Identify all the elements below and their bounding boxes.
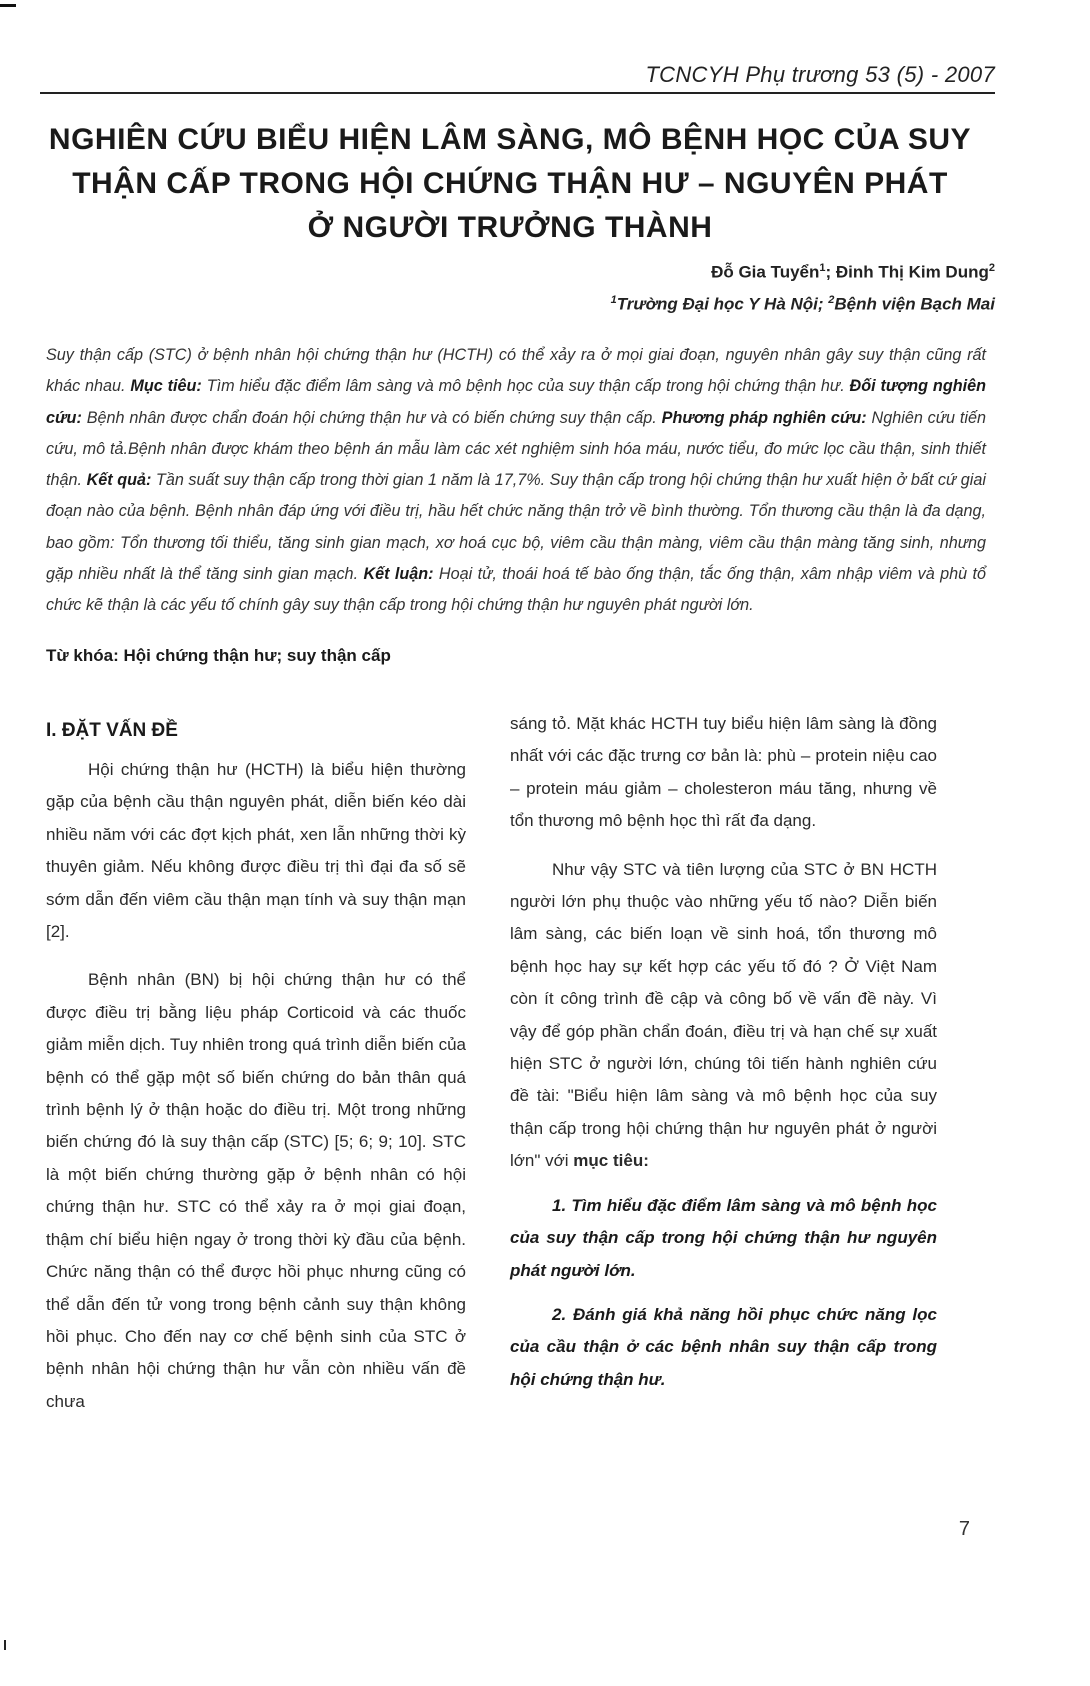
body-column-left — [46, 708, 466, 1418]
paragraph-4 — [510, 854, 937, 1178]
page-number: 7 — [958, 1518, 970, 1540]
abstract-methods-label: Phương pháp nghiên cứu: — [661, 408, 867, 427]
abstract-conclusion: Hoại tử, thoái hoá tế bào ống thận, tắc ống thận, xâm nhập viêm và phù tổ chức kẽ thận là các yếu tố chính gây suy thận cấp trong hội chứng thận hư nguyên phát người lớn. — [46, 565, 986, 615]
keywords: Từ khóa: Hội chứng thận hư; suy thận cấp — [46, 646, 391, 665]
affil-2-sup: 2 — [828, 294, 835, 306]
objective-1: 1. Tìm hiểu đặc điểm lâm sàng và mô bệnh học của suy thận cấp trong hội chứng thận hư nguyên phát người lớn. — [510, 1195, 937, 1280]
abstract-methods: Nghiên cứu tiến cứu, mô tả.Bệnh nhân được khám theo bệnh án mẫu làm các xét nghiệm sinh hóa máu, nước tiểu, đo mức lọc cầu thận, sinh thiết thận. — [46, 408, 986, 490]
body-column-right — [510, 708, 937, 1396]
paragraph-3: sáng tỏ. Mặt khác HCTH tuy biểu hiện lâm sàng là đồng nhất với các đặc trưng cơ bản là: phù – protein niệu cao – protein máu giảm – cholesteron máu tăng, nhưng về tổn thương mô bệnh học thì rất đa dạng. — [510, 714, 937, 831]
title-line-1: NGHIÊN CỨU BIỂU HIỆN LÂM SÀNG, MÔ BỆNH HỌC CỦA SUY — [48, 123, 972, 156]
title-line-3: Ở NGƯỜI TRƯỞNG THÀNH — [307, 211, 713, 244]
journal-running-head: TCNCYH Phụ trương 53 (5) - 2007 — [645, 62, 995, 87]
paragraph-2: Bệnh nhân (BN) bị hội chứng thận hư có thể được điều trị bằng liệu pháp Corticoid và các thuốc giảm miễn dịch. Tuy nhiên trong quá trình diễn biến của bệnh có thể gặp một số biến chứng do bản thân quá trình bệnh lý ở thận hoặc do điều trị. Một trong những biến chứng đó là suy thận cấp (STC) [5; 6; 9; 10]. STC là một biến chứng thường gặp ở bệnh nhân có hội chứng thận hư. STC có thể xảy ra ở mọi giai đoạn, thậm chí biểu hiện ngay ở trong thời kỳ đầu của bệnh. Chức năng thận có thể được hồi phục nhưng cũng có thể dẫn đến tử vong trong bệnh cảnh suy thận không hồi phục. Cho đến nay cơ chế bệnh sinh của STC ở bệnh nhân hội chứng thận hư vẫn còn nhiều vấn đề chưa — [46, 970, 466, 1411]
abstract — [46, 340, 986, 622]
affil-1: Trường Đại học Y Hà Nội; — [616, 294, 829, 314]
paragraph-1: Hội chứng thận hư (HCTH) là biểu hiện thường gặp của bệnh cầu thận nguyên phát, diễn biến kéo dài nhiều năm với các đợt kịch phát, xen lẫn những thời kỳ thuyên giảm. Nếu không được điều trị thì đại đa số sẽ sớm dẫn đến viêm cầu thận mạn tính và suy thận mạn [2]. — [46, 760, 466, 942]
article-title — [40, 118, 980, 250]
author-1: Đỗ Gia Tuyển — [711, 262, 820, 282]
abstract-subjects: Bệnh nhân được chẩn đoán hội chứng thận hư và có biến chứng suy thận cấp. — [81, 408, 662, 427]
section-heading-introduction: I. ĐẶT VẤN ĐỀ — [46, 720, 178, 741]
abstract-results: Tần suất suy thận cấp trong thời gian 1 năm là 17,7%. Suy thận cấp trong hội chứng thận hư xuất hiện ở bất cứ giai đoạn nào của bệnh. Bệnh nhân đáp ứng với điều trị, hầu hết chức năng thận trở về bình thường. Tổn thương cầu thận là đa dạng, bao gồm: Tổn thương tối thiểu, tăng sinh gian mạch, xơ hoá cục bộ, viêm cầu thận màng, viêm cầu thận màng tăng sinh, nhưng gặp nhiều nhất là thể tăng sinh gian mạch. — [46, 471, 986, 584]
abstract-conclusion-label: Kết luận: — [363, 565, 434, 584]
author-2-sup: 2 — [988, 262, 995, 274]
abstract-intro: Suy thận cấp (STC) ở bệnh nhân hội chứng thận hư (HCTH) có thể xảy ra ở mọi giai đoạn, nguyên nhân gây suy thận cũng rất khác nhau. — [46, 346, 986, 396]
affil-1-sup: 1 — [610, 294, 617, 306]
scan-corner-tick — [4, 1640, 6, 1650]
affiliations — [611, 294, 995, 315]
abstract-results-label: Kết quả: — [86, 471, 152, 490]
title-line-2: THẬN CẤP TRONG HỘI CHỨNG THẬN HƯ – NGUYÊN PHÁT — [72, 167, 948, 200]
affil-2: Bệnh viện Bạch Mai — [834, 294, 995, 314]
author-1-sup: 1 — [819, 262, 826, 274]
author-list — [711, 262, 995, 283]
objective-2: 2. Đánh giá khả năng hồi phục chức năng lọc của cầu thận ở các bệnh nhân suy thận cấp trong hội chứng thận hư. — [510, 1304, 937, 1389]
objectives-label: mục tiêu: — [573, 1151, 649, 1171]
scan-corner-mark — [0, 4, 16, 7]
header-rule — [40, 92, 995, 94]
paragraph-4-text: Như vậy STC và tiên lượng của STC ở BN HCTH người lớn phụ thuộc vào những yếu tố nào? Diễn biến lâm sàng, các biến loạn về sinh hoá, tổn thương mô bệnh học hay sự kết hợp các yếu tố đó ? Ở Việt Nam còn ít công trình đề cập và công bố về vấn đề này. Vì vậy để góp phần chẩn đoán, điều trị và hạn chế sự xuất hiện STC ở người lớn, chúng tôi tiến hành nghiên cứu đề tài: "Biểu hiện lâm sàng và mô bệnh học của suy thận cấp trong hội chứng thận hư nguyên phát ở người lớn" với — [510, 859, 937, 1171]
abstract-subjects-label: Đối tượng nghiên cứu: — [46, 377, 986, 427]
abstract-objective: Tìm hiểu đặc điểm lâm sàng và mô bệnh học của suy thận cấp trong hội chứng thận hư. — [201, 377, 850, 396]
author-2: Đinh Thị Kim Dung — [835, 262, 989, 282]
author-separator: ; — [825, 262, 836, 282]
abstract-objective-label: Mục tiêu: — [130, 377, 202, 396]
